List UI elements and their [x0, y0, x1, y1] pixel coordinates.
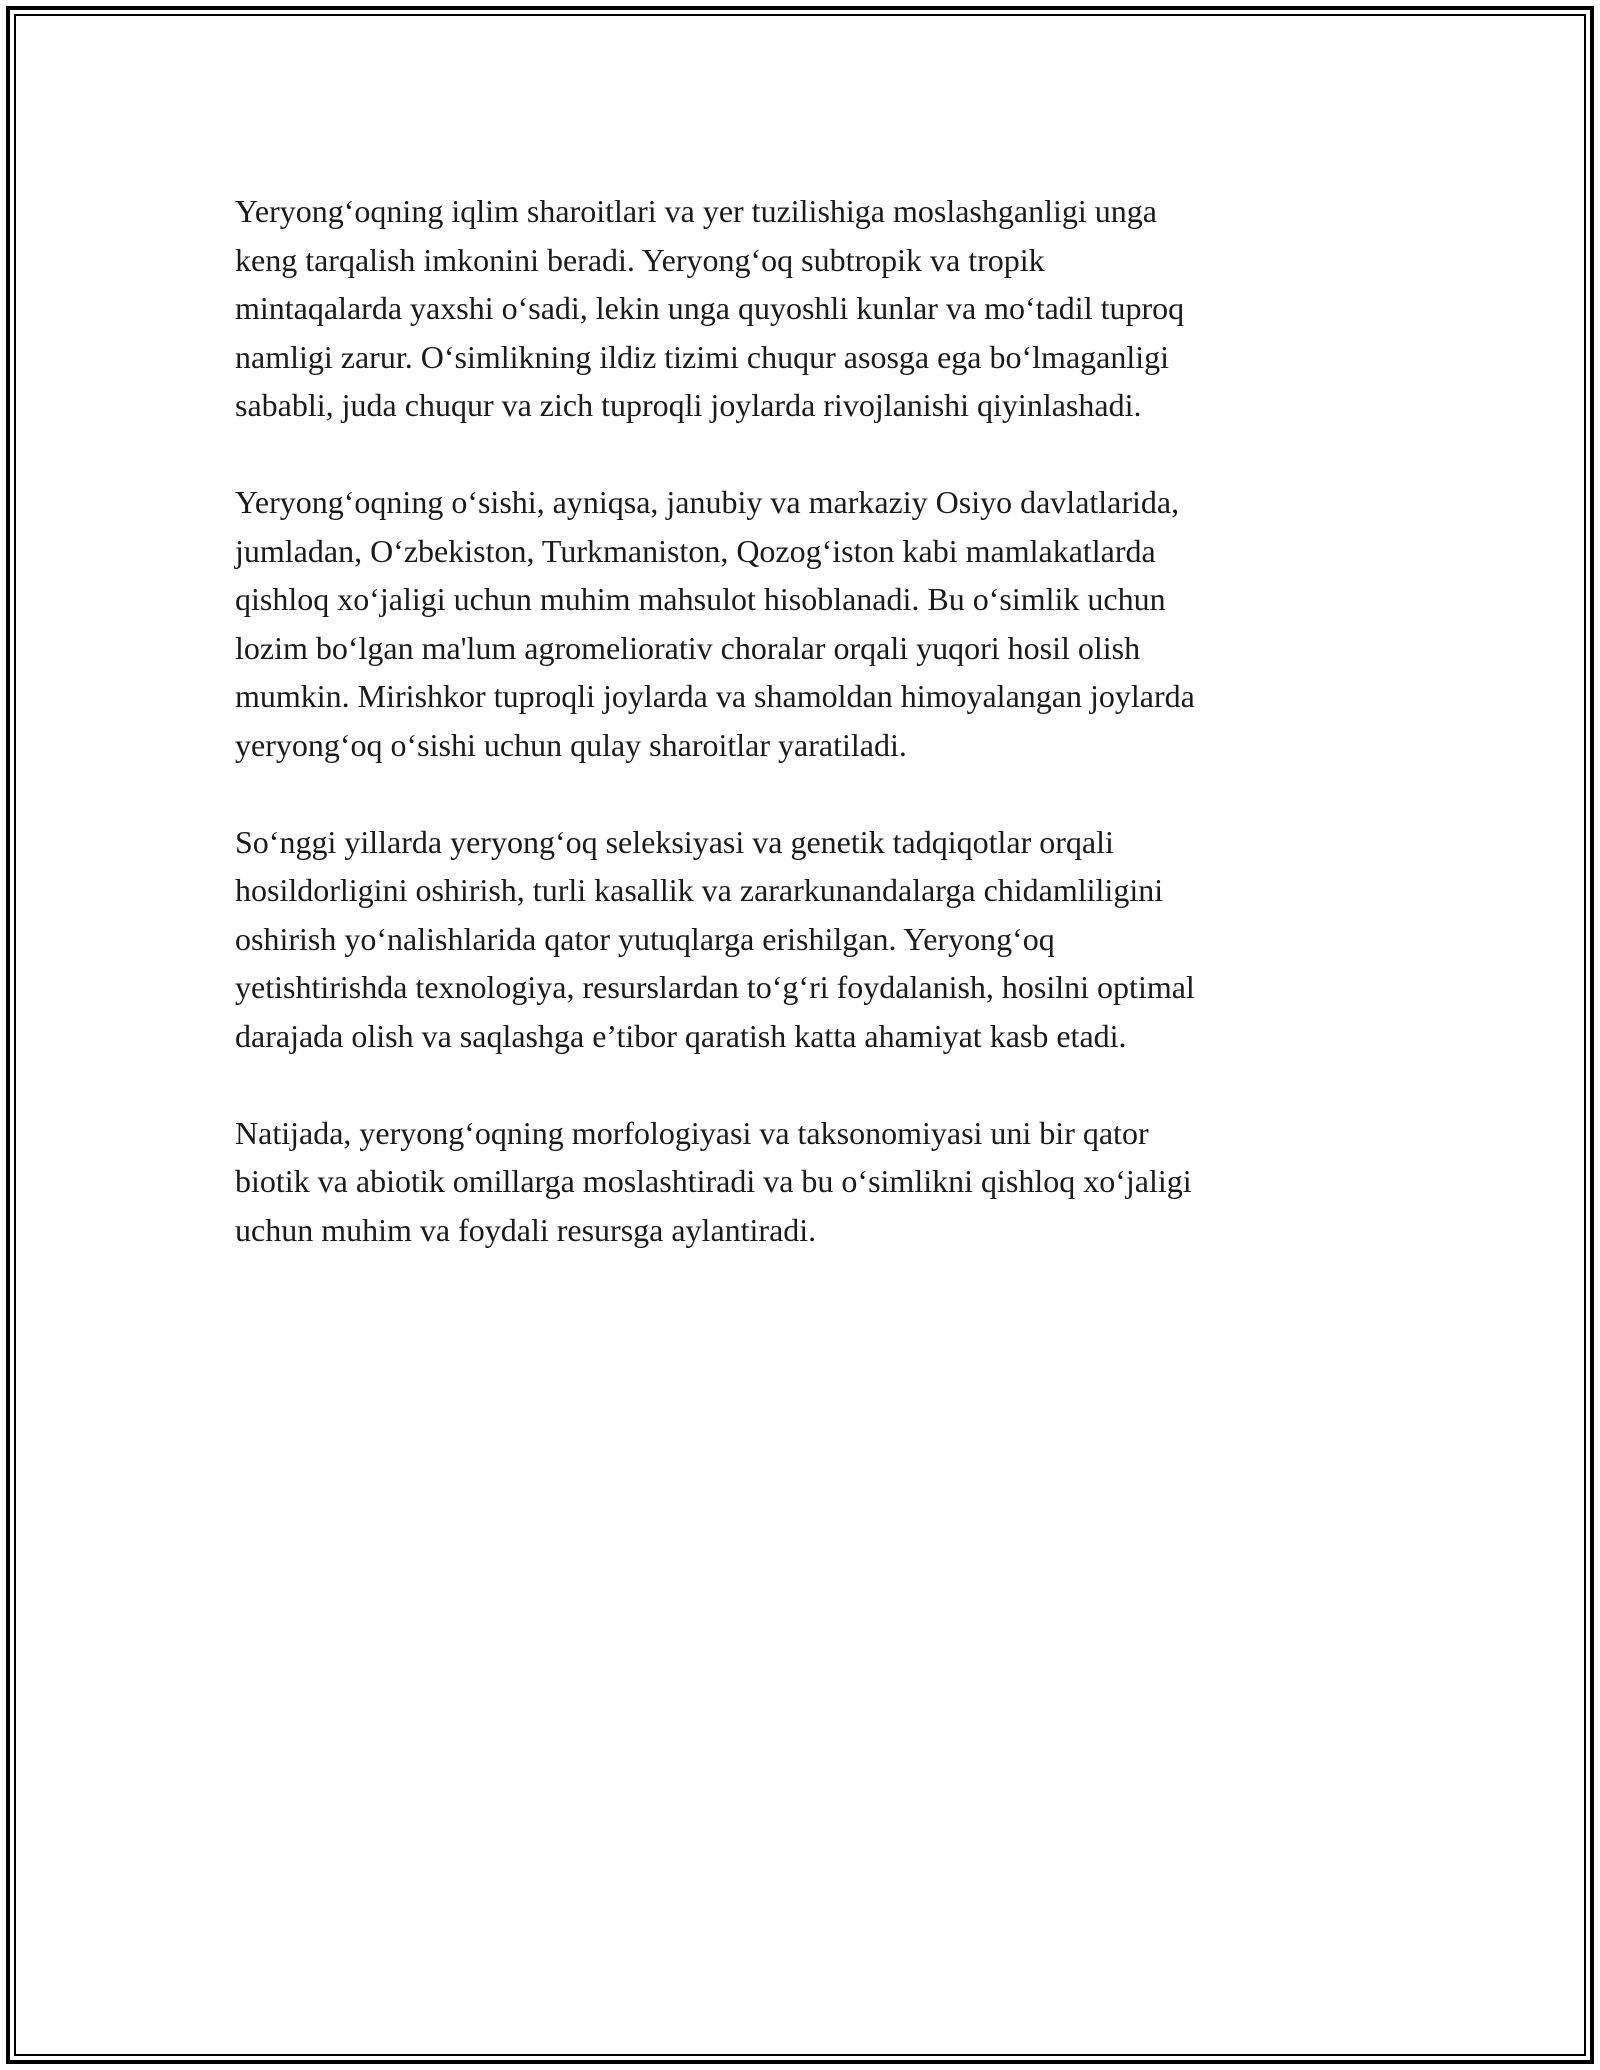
text-line: Yeryong‘oqning o‘sishi, ayniqsa, janubiy va markaziy Osiyo davlatlarida,: [235, 484, 1180, 520]
text-line: biotik va abiotik omillarga moslashtiradi va bu o‘simlikni qishloq xo‘jaligi: [235, 1163, 1192, 1199]
paragraph-4: [235, 1109, 1365, 1255]
text-line: oshirish yo‘nalishlarida qator yutuqlarga erishilgan. Yeryong‘oq: [235, 920, 1055, 957]
text-line: keng tarqalish imkonini beradi. Yeryong‘oq subtropik va tropik: [235, 241, 1045, 278]
text-line: Natijada, yeryong‘oqning morfologiyasi va taksonomiyasi uni bir qator: [235, 1114, 1149, 1151]
text-line: jumladan, O‘zbekiston, Turkmaniston, Qozog‘iston kabi mamlakatlarda: [235, 532, 1156, 569]
text-line: So‘nggi yillarda yeryong‘oq seleksiyasi va genetik tadqiqotlar orqali: [235, 823, 1114, 860]
text-line: lozim bo‘lgan ma'lum agromeliorativ choralar orqali yuqori hosil olish: [235, 629, 1141, 666]
text-line: namligi zarur. O‘simlikning ildiz tizimi chuqur asosga ega bo‘lmaganligi: [235, 338, 1170, 375]
text-line: mumkin. Mirishkor tuproqli joylarda va shamoldan himoyalangan joylarda: [235, 678, 1195, 714]
paragraph-3: [235, 818, 1365, 1061]
text-line: uchun muhim va foydali resursga aylantiradi.: [235, 1211, 817, 1248]
text-line: yetishtirishda texnologiya, resurslardan to‘g‘ri foydalanish, hosilni optimal: [235, 969, 1195, 1005]
paragraph-1: [235, 187, 1365, 430]
text-line: Yeryong‘oqning iqlim sharoitlari va yer tuzilishiga moslashganligi unga: [235, 193, 1157, 229]
paragraph-2: [235, 478, 1365, 769]
text-line: hosildorligini oshirish, turli kasallik va zararkunandalarga chidamliligini: [235, 872, 1164, 908]
document-body: [235, 187, 1365, 1303]
text-line: sababli, juda chuqur va zich tuproqli joylarda rivojlanishi qiyinlashadi.: [235, 387, 1142, 423]
text-line: yeryong‘oq o‘sishi uchun qulay sharoitlar yaratiladi.: [235, 726, 907, 763]
text-line: qishloq xo‘jaligi uchun muhim mahsulot hisoblanadi. Bu o‘simlik uchun: [235, 581, 1166, 617]
text-line: mintaqalarda yaxshi o‘sadi, lekin unga quyoshli kunlar va mo‘tadil tuproq: [235, 290, 1185, 326]
text-line: darajada olish va saqlashga e’tibor qaratish katta ahamiyat kasb etadi.: [235, 1017, 1127, 1054]
